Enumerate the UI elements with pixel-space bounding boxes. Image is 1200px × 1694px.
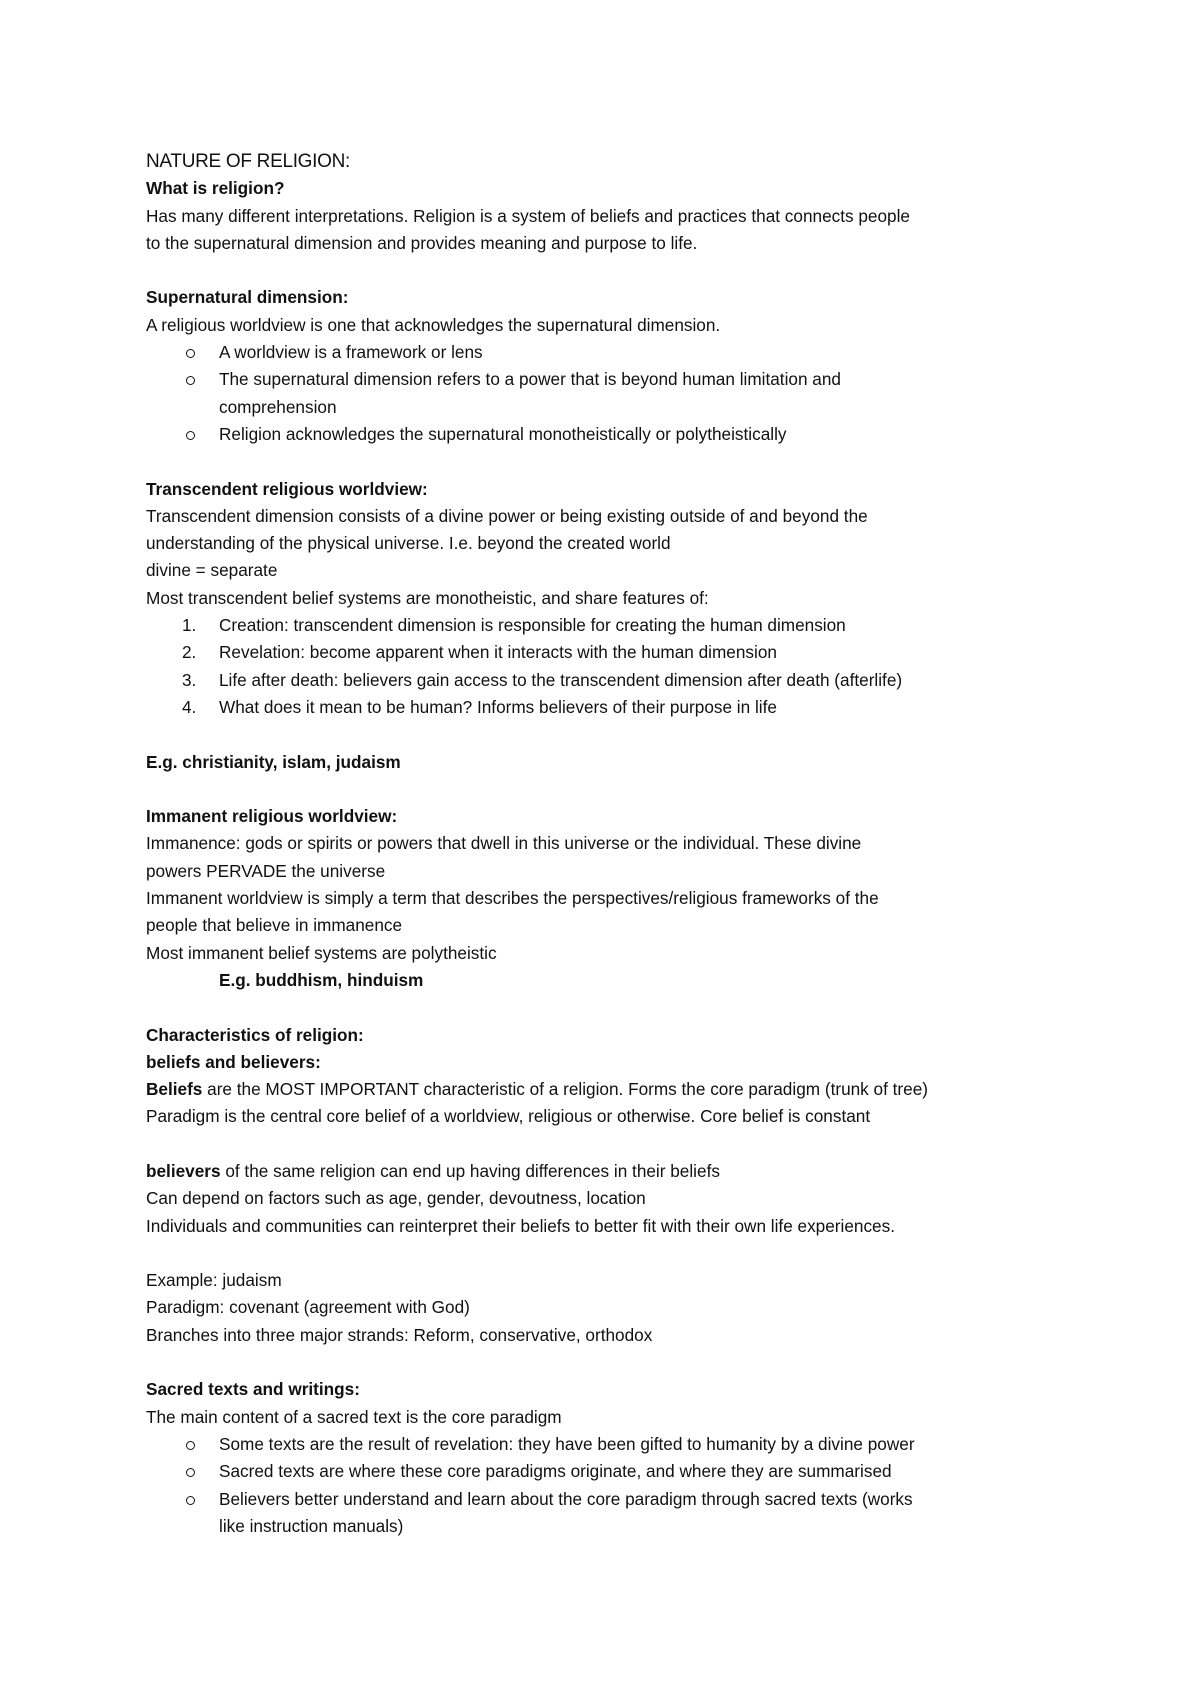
item-number: 3. bbox=[182, 669, 197, 690]
paragraph-line: Transcendent dimension consists of a divine power or being existing outside of and beyond the bbox=[146, 505, 868, 526]
document-title: NATURE OF RELIGION: bbox=[146, 151, 351, 172]
paragraph-line: A religious worldview is one that acknowledges the supernatural dimension. bbox=[146, 314, 721, 335]
paragraph-line: believers of the same religion can end up having differences in their beliefs bbox=[146, 1160, 720, 1181]
paragraph-line: Paradigm: covenant (agreement with God) bbox=[146, 1297, 470, 1318]
section-heading: What is religion? bbox=[146, 178, 285, 199]
section-heading: Characteristics of religion: bbox=[146, 1024, 364, 1045]
bullet-item bbox=[146, 1431, 1076, 1458]
document-page bbox=[146, 148, 1076, 1540]
bullet-text: Religion acknowledges the supernatural monotheistically or polytheistically bbox=[219, 423, 787, 444]
blank-line bbox=[146, 448, 1076, 475]
paragraph-line: Most transcendent belief systems are monotheistic, and share features of: bbox=[146, 587, 709, 608]
paragraph-line: Immanence: gods or spirits or powers that dwell in this universe or the individual. These divine bbox=[146, 833, 862, 854]
paragraph-line: Has many different interpretations. Religion is a system of beliefs and practices that connects people bbox=[146, 205, 910, 226]
bullet-text: Believers better understand and learn about the core paradigm through sacred texts (works bbox=[219, 1488, 913, 1509]
item-text: Revelation: become apparent when it interacts with the human dimension bbox=[219, 642, 777, 663]
numbered-item bbox=[146, 667, 1076, 694]
bullet-text: A worldview is a framework or lens bbox=[219, 342, 483, 363]
item-number: 1. bbox=[182, 615, 197, 636]
bullet-circle-icon bbox=[186, 1458, 195, 1485]
paragraph-line: Branches into three major strands: Reform, conservative, orthodox bbox=[146, 1324, 653, 1345]
item-text: Creation: transcendent dimension is responsible for creating the human dimension bbox=[219, 615, 846, 636]
bullet-text: Some texts are the result of revelation: they have been gifted to humanity by a divine power bbox=[219, 1433, 915, 1454]
numbered-item bbox=[146, 639, 1076, 666]
paragraph-line: divine = separate bbox=[146, 560, 278, 581]
bullet-text: The supernatural dimension refers to a power that is beyond human limitation and bbox=[219, 369, 841, 390]
paragraph-line: Paradigm is the central core belief of a worldview, religious or otherwise. Core belief is constant bbox=[146, 1106, 871, 1127]
paragraph-line: Can depend on factors such as age, gender, devoutness, location bbox=[146, 1188, 646, 1209]
bullet-circle-icon bbox=[186, 339, 195, 366]
paragraph-line: Example: judaism bbox=[146, 1270, 282, 1291]
bullet-circle-icon bbox=[186, 366, 195, 393]
bullet-item bbox=[146, 421, 1076, 448]
numbered-item bbox=[146, 694, 1076, 721]
subsection-heading: beliefs and believers: bbox=[146, 1051, 321, 1072]
bold-term: Beliefs bbox=[146, 1079, 203, 1100]
paragraph-line: Most immanent belief systems are polytheistic bbox=[146, 942, 497, 963]
item-number: 4. bbox=[182, 696, 197, 717]
paragraph-line: to the supernatural dimension and provides meaning and purpose to life. bbox=[146, 232, 698, 253]
example-line: E.g. buddhism, hinduism bbox=[219, 969, 424, 990]
bullet-item bbox=[146, 1486, 1076, 1541]
item-text: Life after death: believers gain access to the transcendent dimension after death (afterlife) bbox=[219, 669, 903, 690]
numbered-item bbox=[146, 612, 1076, 639]
bullet-item bbox=[146, 339, 1076, 366]
section-heading: Transcendent religious worldview: bbox=[146, 478, 428, 499]
item-number: 2. bbox=[182, 642, 197, 663]
paragraph-line: people that believe in immanence bbox=[146, 915, 403, 936]
paragraph-line: powers PERVADE the universe bbox=[146, 860, 386, 881]
item-text: What does it mean to be human? Informs believers of their purpose in life bbox=[219, 696, 777, 717]
blank-line bbox=[146, 1240, 1076, 1267]
bullet-item bbox=[146, 1458, 1076, 1485]
blank-line bbox=[146, 1131, 1076, 1158]
bullet-text: Sacred texts are where these core paradigms originate, and where they are summarised bbox=[219, 1461, 892, 1482]
paragraph-line: Beliefs are the MOST IMPORTANT characteristic of a religion. Forms the core paradigm (trunk of tree) bbox=[146, 1079, 928, 1100]
blank-line bbox=[146, 994, 1076, 1021]
paragraph-line: The main content of a sacred text is the core paradigm bbox=[146, 1406, 562, 1427]
paragraph-line: Immanent worldview is simply a term that describes the perspectives/religious frameworks of the bbox=[146, 888, 879, 909]
bullet-item bbox=[146, 366, 1076, 421]
bullet-circle-icon bbox=[186, 1486, 195, 1513]
blank-line bbox=[146, 1349, 1076, 1376]
bullet-text-continued: like instruction manuals) bbox=[219, 1515, 404, 1536]
blank-line bbox=[146, 721, 1076, 748]
example-line: E.g. christianity, islam, judaism bbox=[146, 751, 401, 772]
blank-line bbox=[146, 257, 1076, 284]
section-heading: Supernatural dimension: bbox=[146, 287, 349, 308]
paragraph-line: understanding of the physical universe. I.e. beyond the created world bbox=[146, 533, 671, 554]
bullet-text-continued: comprehension bbox=[219, 396, 337, 417]
bullet-circle-icon bbox=[186, 1431, 195, 1458]
bullet-circle-icon bbox=[186, 421, 195, 448]
bold-term: believers bbox=[146, 1160, 221, 1181]
paragraph-line: Individuals and communities can reinterpret their beliefs to better fit with their own life experiences. bbox=[146, 1215, 895, 1236]
section-heading: Sacred texts and writings: bbox=[146, 1379, 360, 1400]
section-heading: Immanent religious worldview: bbox=[146, 806, 398, 827]
blank-line bbox=[146, 776, 1076, 803]
